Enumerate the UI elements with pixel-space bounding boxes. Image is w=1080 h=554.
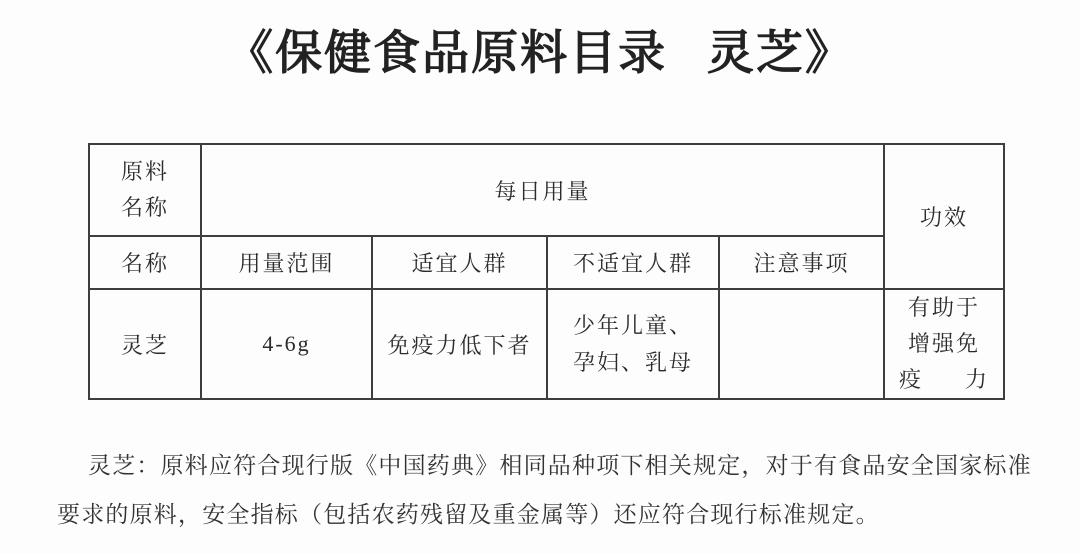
subheader-precautions: 注意事项 (719, 236, 884, 289)
footnote-paragraph (57, 441, 1042, 539)
cell-efficacy: 有助于增强免疫力 (884, 289, 1004, 399)
header-row-2 (89, 236, 1004, 289)
page-title: 《保健食品原料目录 灵芝》 (226, 28, 854, 80)
subheader-suitable-group: 适宜人群 (372, 236, 547, 289)
cell-unsuitable-group: 少年儿童、孕妇、乳母 (547, 289, 719, 399)
subheader-unsuitable-group: 不适宜人群 (547, 236, 719, 289)
subheader-name: 名称 (89, 236, 201, 289)
header-efficacy: 功效 (884, 144, 1004, 289)
cell-dosage-range: 4-6g (201, 289, 372, 399)
cell-precautions (719, 289, 884, 399)
header-row-1 (89, 144, 1004, 236)
ingredient-catalog-table (88, 143, 1005, 400)
header-material-name: 原料名称 (89, 144, 201, 236)
subheader-dosage-range: 用量范围 (201, 236, 372, 289)
header-daily-dosage: 每日用量 (201, 144, 884, 236)
footnote-line-2: 要求的原料，安全指标（包括农药残留及重金属等）还应符合现行标准规定。 (57, 502, 880, 527)
table-row-lingzhi (89, 289, 1004, 399)
cell-material-name: 灵芝 (89, 289, 201, 399)
cell-suitable-group: 免疫力低下者 (372, 289, 547, 399)
footnote-line-1: 灵芝：原料应符合现行版《中国药典》相同品种项下相关规定，对于有食品安全国家标准 (88, 453, 1032, 478)
